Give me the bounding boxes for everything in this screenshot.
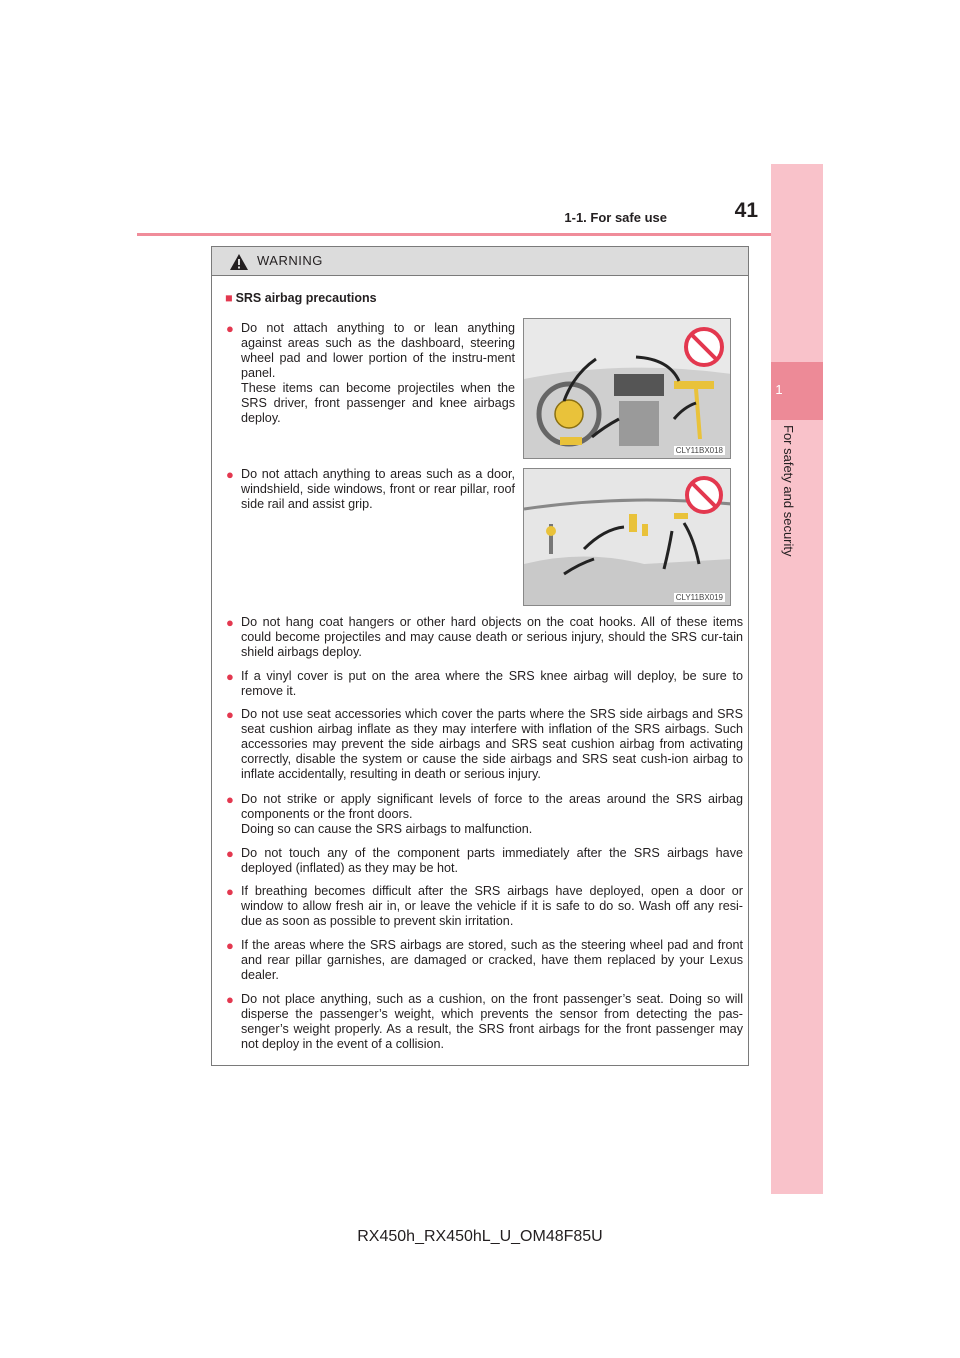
list-item: ● Do not attach anything to or lean anything against areas such as the dashboard, steering wheel pad and lower portion of the instru-ment panel. These items can become projectiles when the SRS driver, front passenger and knee airbags deploy. [226,321,515,425]
list-item: ● Do not hang coat hangers or other hard objects on the coat hooks. All of these items could become projectiles and may cause death or serious injury, should the SRS cur-tain shield airbags deploy. [226,615,743,659]
square-bullet-icon: ■ [225,291,233,305]
bullet-icon: ● [226,707,234,722]
subheading: ■ SRS airbag precautions [225,291,377,305]
list-item: ● Do not touch any of the component parts immediately after the SRS airbags have deployed (inflated) as they may be hot. [226,846,743,875]
figure-code: CLY11BX018 [675,446,723,455]
bullet-icon: ● [226,938,234,953]
list-item: ● If the areas where the SRS airbags are stored, such as the steering wheel pad and front and rear pillar garnishes, are damaged or cracked, have them replaced by your Lexus dealer. [226,938,743,982]
bullet-icon: ● [226,669,234,684]
bullet-icon: ● [226,846,234,861]
dashboard-illustration [523,318,731,459]
bullet-icon: ● [226,792,234,807]
bullet-icon: ● [226,321,234,336]
bullet-icon: ● [226,467,234,482]
warning-box [211,246,749,1066]
section-title: 1-1. For safe use [564,210,667,225]
warning-label: WARNING [257,253,323,268]
cabin-illustration [523,468,731,606]
list-item: ● Do not use seat accessories which cover the parts where the SRS side airbags and SRS seat cushion airbag inflate as they may interfere with inflation of the SRS airbags. Such accessories may prevent the side airbags and SRS seat cushion airbag from activating correctly, disable the system or cause the side airbags and SRS seat cush-ion airbag to inflate accidentally, resulting in death or serious injury. [226,707,743,781]
warning-triangle-icon [229,253,249,271]
page-number: 41 [734,199,758,222]
chapter-title: For safety and security [781,425,796,557]
list-item: ● If a vinyl cover is put on the area where the SRS knee airbag will deploy, be sure to remove it. [226,669,743,698]
chapter-number: 1 [775,382,783,397]
header-rule [137,233,822,236]
list-item: ● If breathing becomes difficult after the SRS airbags have deployed, open a door or window to allow fresh air in, or leave the vehicle if it is safe to do so. Wash off any resi-due as soon as possible to prevent skin irritation. [226,884,743,928]
chapter-side-tab [771,164,823,1194]
list-item: ● Do not place anything, such as a cushion, on the front passenger’s seat. Doing so will disperse the passenger’s weight, which prevents the sensor from detecting the pas-senger’s weight properly. As a result, the SRS front airbags for the front passenger may not deploy in the event of a collision. [226,992,743,1051]
document-code: RX450h_RX450hL_U_OM48F85U [357,1228,603,1245]
bullet-icon: ● [226,615,234,630]
list-item: ● Do not attach anything to areas such as a door, windshield, side windows, front or rear pillar, roof side rail and assist grip. [226,467,515,511]
bullet-icon: ● [226,884,234,899]
figure-code: CLY11BX019 [675,593,723,602]
list-item: ● Do not strike or apply significant levels of force to the areas around the SRS airbag components or the front doors. Doing so can cause the SRS airbags to malfunction. [226,792,743,836]
warning-header [212,247,748,276]
bullet-icon: ● [226,992,234,1007]
